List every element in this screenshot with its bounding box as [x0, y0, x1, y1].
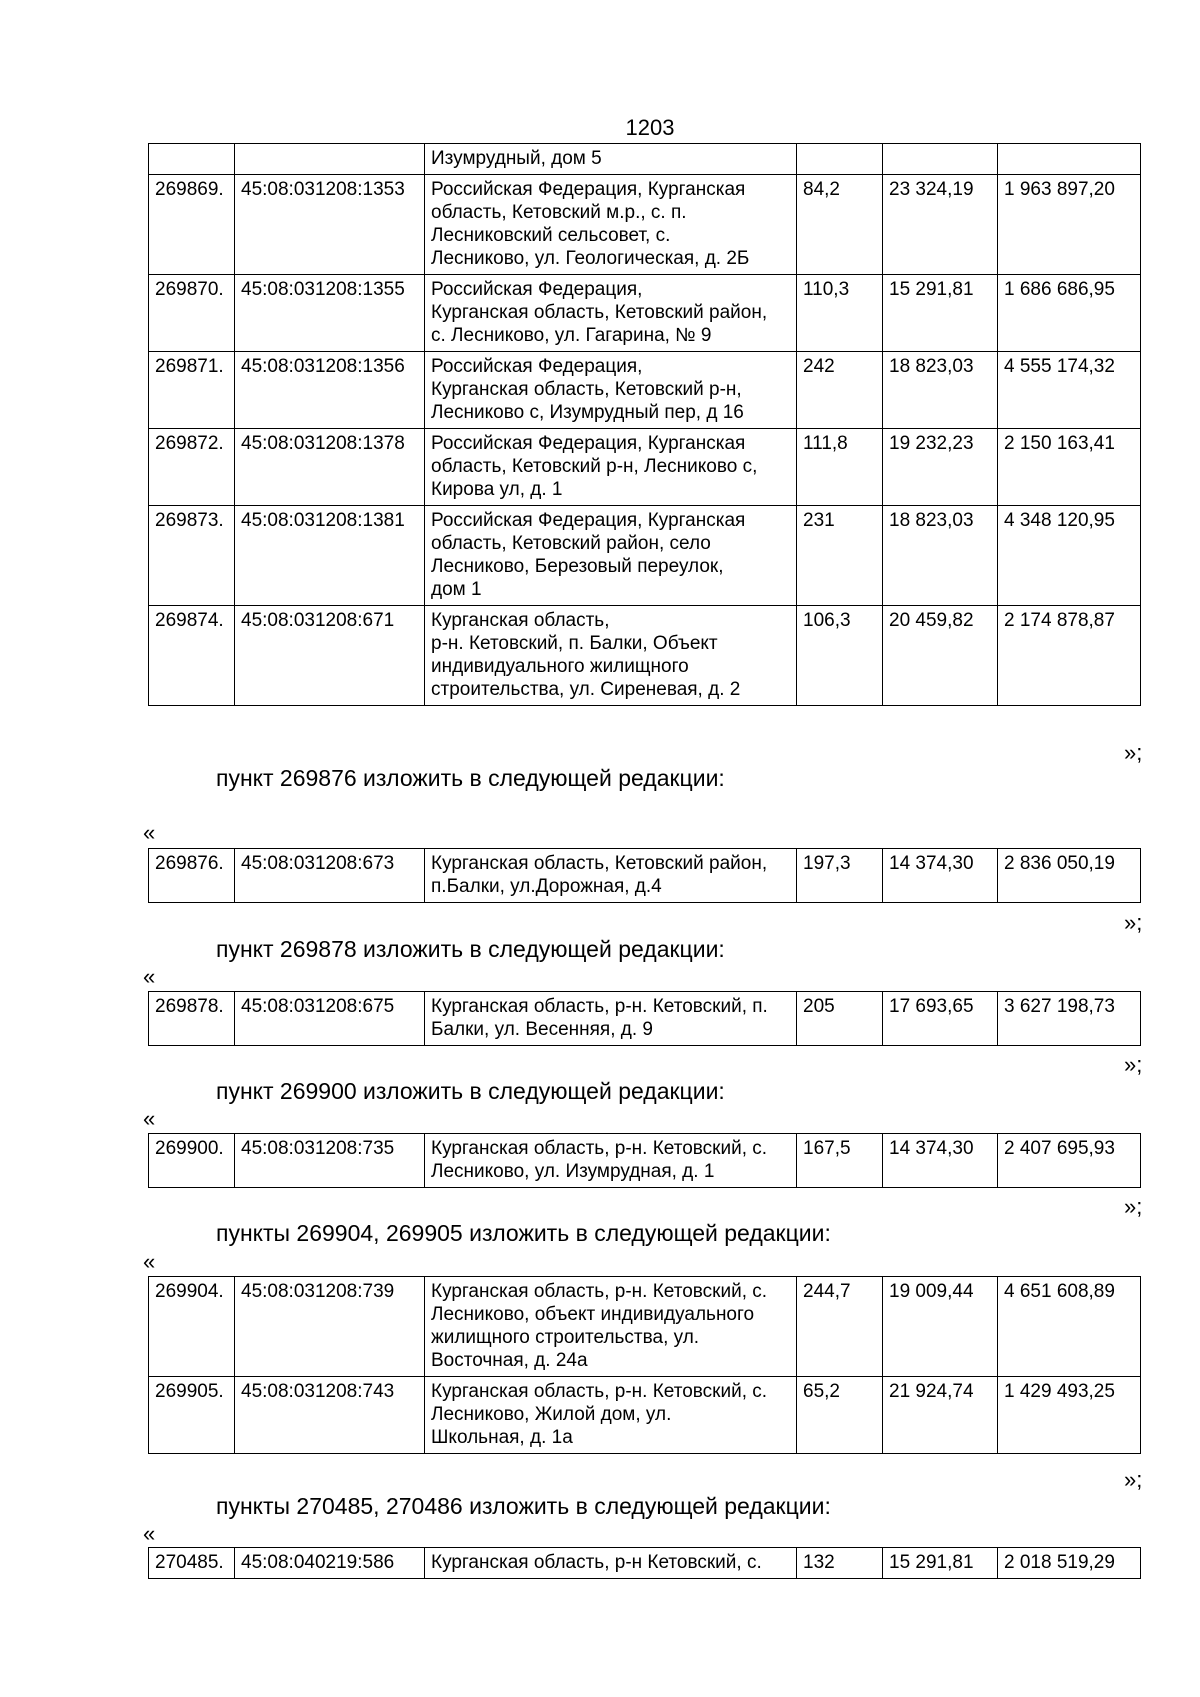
cadastral-number: 45:08:031208:739: [235, 1277, 425, 1377]
item-number: 269874.: [149, 606, 235, 706]
cadastral-value: 2 407 695,93: [998, 1134, 1141, 1188]
table-row: [149, 275, 1141, 352]
cadastral-value: 4 348 120,95: [998, 506, 1141, 606]
item-number: 269873.: [149, 506, 235, 606]
item-number: 269878.: [149, 992, 235, 1046]
address: Курганская область, р-н. Кетовский, с. Лесниково, ул. Изумрудная, д. 1: [425, 1134, 797, 1188]
amendment-heading: пункт 269876 изложить в следующей редакции:: [216, 765, 725, 791]
cadastral-number: 45:08:031208:673: [235, 849, 425, 903]
address: Изумрудный, дом 5: [425, 144, 797, 175]
cadastral-number: 45:08:031208:675: [235, 992, 425, 1046]
table-row: [149, 506, 1141, 606]
table-row: [149, 429, 1141, 506]
item-number: 269900.: [149, 1134, 235, 1188]
item-number: 270485.: [149, 1548, 235, 1579]
item-number: 269905.: [149, 1377, 235, 1454]
table-row: [149, 849, 1141, 903]
cadastral-value: 4 555 174,32: [998, 352, 1141, 429]
item-number: 269872.: [149, 429, 235, 506]
item-number: 269904.: [149, 1277, 235, 1377]
cadastral-value: 2 150 163,41: [998, 429, 1141, 506]
register-table-270485: [148, 1547, 1141, 1579]
area: 84,2: [797, 175, 883, 275]
amendment-heading: пункт 269900 изложить в следующей редакции:: [216, 1078, 725, 1104]
unit-price: 15 291,81: [883, 1548, 998, 1579]
cadastral-number: 45:08:031208:735: [235, 1134, 425, 1188]
address: Российская Федерация, Курганская область, Кетовский район, с. Лесниково, ул. Гагарина, № 9: [425, 275, 797, 352]
cadastral-number: 45:08:031208:743: [235, 1377, 425, 1454]
opening-quote: «: [143, 964, 156, 989]
table-row: [149, 1377, 1141, 1454]
cadastral-value: 4 651 608,89: [998, 1277, 1141, 1377]
area: 244,7: [797, 1277, 883, 1377]
area: 242: [797, 352, 883, 429]
address: Курганская область, р-н. Кетовский, п. Балки, ул. Весенняя, д. 9: [425, 992, 797, 1046]
cadastral-number: [235, 144, 425, 175]
cadastral-value: 1 963 897,20: [998, 175, 1141, 275]
cadastral-number: 45:08:031208:1378: [235, 429, 425, 506]
area: 132: [797, 1548, 883, 1579]
area: 110,3: [797, 275, 883, 352]
cadastral-number: 45:08:040219:586: [235, 1548, 425, 1579]
amendment-heading: пункт 269878 изложить в следующей редакции:: [216, 936, 725, 962]
register-table-269900: [148, 1133, 1141, 1188]
closing-quote: »;: [1124, 1052, 1143, 1077]
address: Российская Федерация, Курганская область, Кетовский район, село Лесниково, Березовый переулок, дом 1: [425, 506, 797, 606]
opening-quote: «: [143, 820, 156, 845]
table-row: [149, 144, 1141, 175]
address: Российская Федерация, Курганская область, Кетовский р-н, Лесниково с, Кирова ул, д. 1: [425, 429, 797, 506]
cadastral-value: [998, 144, 1141, 175]
closing-quote: »;: [1124, 740, 1143, 765]
cadastral-value: 2 174 878,87: [998, 606, 1141, 706]
table-row: [149, 175, 1141, 275]
table-row: [149, 606, 1141, 706]
unit-price: 18 823,03: [883, 506, 998, 606]
unit-price: [883, 144, 998, 175]
area: 167,5: [797, 1134, 883, 1188]
unit-price: 14 374,30: [883, 1134, 998, 1188]
closing-quote: »;: [1124, 1194, 1143, 1219]
area: 231: [797, 506, 883, 606]
cadastral-value: 2 836 050,19: [998, 849, 1141, 903]
unit-price: 21 924,74: [883, 1377, 998, 1454]
register-table-269904-269905: [148, 1276, 1141, 1454]
address: Курганская область, р-н Кетовский, с.: [425, 1548, 797, 1579]
cadastral-number: 45:08:031208:1356: [235, 352, 425, 429]
address: Российская Федерация, Курганская область, Кетовский м.р., с. п. Лесниковский сельсовет, с. Лесниково, ул. Геологическая, д. 2Б: [425, 175, 797, 275]
unit-price: 23 324,19: [883, 175, 998, 275]
table-row: [149, 1548, 1141, 1579]
item-number: [149, 144, 235, 175]
unit-price: 20 459,82: [883, 606, 998, 706]
amendment-heading: пункты 270485, 270486 изложить в следующей редакции:: [216, 1493, 831, 1519]
cadastral-number: 45:08:031208:1381: [235, 506, 425, 606]
table-row: [149, 1277, 1141, 1377]
area: 111,8: [797, 429, 883, 506]
address: Российская Федерация, Курганская область, Кетовский р-н, Лесниково с, Изумрудный пер, д 16: [425, 352, 797, 429]
address: Курганская область, р-н. Кетовский, с. Лесниково, объект индивидуального жилищного строительства, ул. Восточная, д. 24а: [425, 1277, 797, 1377]
closing-quote: »;: [1124, 910, 1143, 935]
opening-quote: «: [143, 1521, 156, 1546]
unit-price: 19 009,44: [883, 1277, 998, 1377]
cadastral-value: 3 627 198,73: [998, 992, 1141, 1046]
amendment-heading: пункты 269904, 269905 изложить в следующей редакции:: [216, 1220, 831, 1246]
area: 106,3: [797, 606, 883, 706]
cadastral-number: 45:08:031208:671: [235, 606, 425, 706]
cadastral-value: 2 018 519,29: [998, 1548, 1141, 1579]
register-table-269878: [148, 991, 1141, 1046]
table-row: [149, 992, 1141, 1046]
address: Курганская область, Кетовский район, п.Балки, ул.Дорожная, д.4: [425, 849, 797, 903]
unit-price: 17 693,65: [883, 992, 998, 1046]
item-number: 269876.: [149, 849, 235, 903]
cadastral-value: 1 686 686,95: [998, 275, 1141, 352]
closing-quote: »;: [1124, 1467, 1143, 1492]
area: 65,2: [797, 1377, 883, 1454]
item-number: 269870.: [149, 275, 235, 352]
unit-price: 18 823,03: [883, 352, 998, 429]
register-table-269876: [148, 848, 1141, 903]
cadastral-value: 1 429 493,25: [998, 1377, 1141, 1454]
area: 197,3: [797, 849, 883, 903]
cadastral-number: 45:08:031208:1353: [235, 175, 425, 275]
item-number: 269871.: [149, 352, 235, 429]
unit-price: 14 374,30: [883, 849, 998, 903]
unit-price: 19 232,23: [883, 429, 998, 506]
area: 205: [797, 992, 883, 1046]
address: Курганская область, р-н. Кетовский, с. Лесниково, Жилой дом, ул. Школьная, д. 1а: [425, 1377, 797, 1454]
page-number: 1203: [625, 115, 675, 140]
area: [797, 144, 883, 175]
opening-quote: «: [143, 1249, 156, 1274]
opening-quote: «: [143, 1106, 156, 1131]
item-number: 269869.: [149, 175, 235, 275]
address: Курганская область, р-н. Кетовский, п. Балки, Объект индивидуального жилищного строительства, ул. Сиреневая, д. 2: [425, 606, 797, 706]
register-table-main: [148, 143, 1141, 706]
table-row: [149, 1134, 1141, 1188]
table-row: [149, 352, 1141, 429]
unit-price: 15 291,81: [883, 275, 998, 352]
cadastral-number: 45:08:031208:1355: [235, 275, 425, 352]
